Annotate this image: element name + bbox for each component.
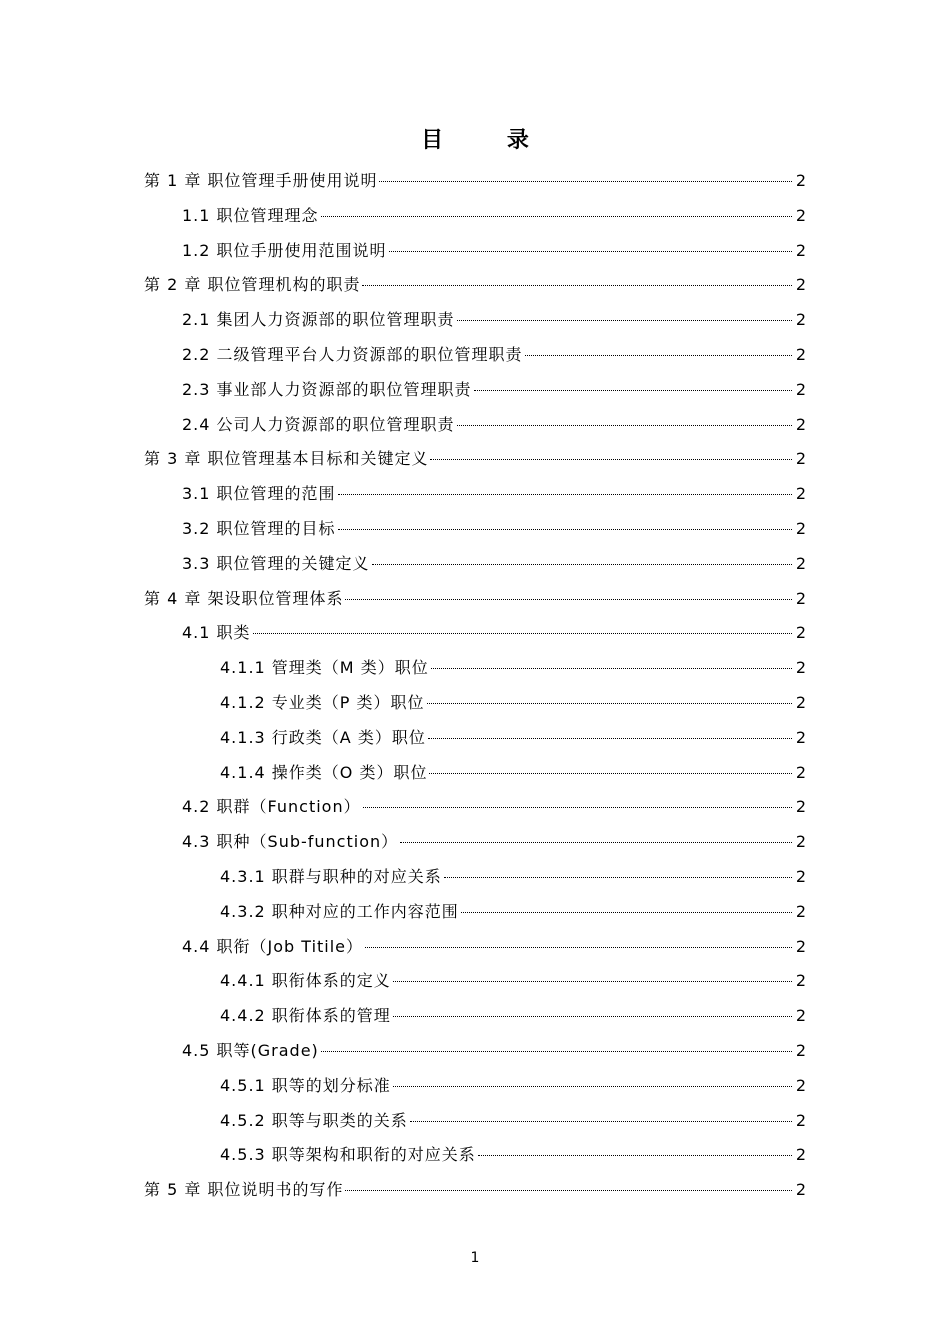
toc-entry-label: 1.2 职位手册使用范围说明 — [182, 240, 387, 260]
toc-entry-page: 2 — [795, 588, 806, 608]
toc-entry-label: 4.5.1 职等的划分标准 — [220, 1075, 391, 1095]
toc-entry[interactable] — [144, 547, 806, 582]
toc-entry-page: 2 — [795, 1180, 806, 1200]
toc-entry[interactable] — [144, 234, 806, 269]
toc-dot-leader — [338, 494, 792, 495]
toc-entry-page: 2 — [795, 1145, 806, 1165]
toc-entry-page: 2 — [795, 344, 806, 364]
toc-entry-page: 2 — [795, 518, 806, 538]
toc-entry[interactable] — [144, 303, 806, 338]
toc-dot-leader — [393, 1086, 792, 1087]
toc-dot-leader — [379, 181, 792, 182]
toc-dot-leader — [393, 981, 792, 982]
toc-entry-label: 2.2 二级管理平台人力资源部的职位管理职责 — [182, 344, 523, 364]
toc-dot-leader — [428, 738, 792, 739]
toc-entry-page: 2 — [795, 901, 806, 921]
toc-entry-page: 2 — [795, 727, 806, 747]
toc-entry[interactable] — [144, 686, 806, 721]
toc-entry-page: 2 — [795, 310, 806, 330]
toc-dot-leader — [427, 703, 792, 704]
toc-dot-leader — [430, 459, 792, 460]
toc-entry[interactable] — [144, 164, 806, 199]
toc-entry-label: 2.3 事业部人力资源部的职位管理职责 — [182, 379, 472, 399]
toc-entry-label: 4.5 职等(Grade) — [182, 1040, 319, 1060]
toc-dot-leader — [457, 320, 792, 321]
toc-entry[interactable] — [144, 199, 806, 234]
toc-entry-page: 2 — [795, 275, 806, 295]
toc-entry-page: 2 — [795, 1075, 806, 1095]
toc-entry-page: 2 — [795, 171, 806, 190]
toc-entry-page: 2 — [795, 762, 806, 782]
toc-entry-page: 2 — [795, 1006, 806, 1026]
toc-entry-page: 2 — [795, 623, 806, 643]
toc-entry-page: 2 — [795, 866, 806, 886]
toc-entry-label: 4.3.1 职群与职种的对应关系 — [220, 866, 442, 886]
toc-entry-page: 2 — [795, 414, 806, 434]
toc-entry[interactable] — [144, 860, 806, 895]
toc-entry-page: 2 — [795, 797, 806, 817]
toc-dot-leader — [372, 564, 792, 565]
toc-dot-leader — [429, 773, 792, 774]
toc-dot-leader — [253, 633, 792, 634]
toc-entry[interactable] — [144, 825, 806, 860]
toc-entry-label: 第 5 章 职位说明书的写作 — [144, 1180, 344, 1200]
toc-entry[interactable] — [144, 1173, 806, 1208]
toc-entry-label: 1.1 职位管理理念 — [182, 205, 319, 225]
toc-dot-leader — [365, 947, 792, 948]
toc-entry-label: 3.2 职位管理的目标 — [182, 518, 336, 538]
toc-entry-page: 2 — [795, 484, 806, 504]
toc-entry[interactable] — [144, 895, 806, 930]
toc-entry-label: 3.3 职位管理的关键定义 — [182, 553, 370, 573]
toc-entry-label: 第 1 章 职位管理手册使用说明 — [144, 171, 378, 190]
toc-entry-label: 4.4.1 职衔体系的定义 — [220, 971, 391, 991]
toc-dot-leader — [525, 355, 792, 356]
toc-dot-leader — [474, 390, 792, 391]
toc-entry[interactable] — [144, 930, 806, 965]
toc-entry-page: 2 — [795, 936, 806, 956]
toc-entry[interactable] — [144, 1069, 806, 1104]
toc-entry-label: 第 2 章 职位管理机构的职责 — [144, 275, 361, 295]
toc-entry[interactable] — [144, 1104, 806, 1139]
toc-entry-label: 4.4 职衔（Job Titile） — [182, 936, 364, 956]
toc-entry-label: 第 4 章 架设职位管理体系 — [144, 588, 344, 608]
toc-entry[interactable] — [144, 268, 806, 303]
toc-dot-leader — [345, 599, 792, 600]
toc-entry-label: 4.1.2 专业类（P 类）职位 — [220, 692, 425, 712]
toc-dot-leader — [457, 425, 792, 426]
toc-entry-page: 2 — [795, 658, 806, 678]
toc-entry-label: 4.1.4 操作类（O 类）职位 — [220, 762, 428, 782]
toc-entry-label: 4.1.3 行政类（A 类）职位 — [220, 727, 426, 747]
toc-entry[interactable] — [144, 373, 806, 408]
toc-dot-leader — [400, 842, 792, 843]
toc-entry[interactable] — [144, 1034, 806, 1069]
toc-entry-label: 4.3.2 职种对应的工作内容范围 — [220, 901, 459, 921]
toc-dot-leader — [363, 807, 792, 808]
toc-dot-leader — [431, 668, 792, 669]
toc-entry-page: 2 — [795, 240, 806, 260]
toc-entry-label: 3.1 职位管理的范围 — [182, 484, 336, 504]
toc-entry-page: 2 — [795, 1040, 806, 1060]
toc-dot-leader — [338, 529, 792, 530]
toc-entry[interactable] — [144, 408, 806, 443]
toc-dot-leader — [410, 1121, 792, 1122]
toc-dot-leader — [321, 1051, 792, 1052]
toc-list — [144, 164, 806, 1208]
toc-dot-leader — [478, 1155, 792, 1156]
toc-entry-page: 2 — [795, 971, 806, 991]
toc-entry-page: 2 — [795, 449, 806, 469]
toc-entry-label: 4.4.2 职衔体系的管理 — [220, 1006, 391, 1026]
toc-entry[interactable] — [144, 790, 806, 825]
toc-entry-page: 2 — [795, 832, 806, 852]
toc-entry-page: 2 — [795, 379, 806, 399]
toc-dot-leader — [362, 285, 792, 286]
toc-entry-label: 2.1 集团人力资源部的职位管理职责 — [182, 310, 455, 330]
toc-dot-leader — [444, 877, 792, 878]
toc-entry[interactable] — [144, 512, 806, 547]
toc-dot-leader — [461, 912, 792, 913]
toc-entry-page: 2 — [795, 1110, 806, 1130]
toc-entry-label: 第 3 章 职位管理基本目标和关键定义 — [144, 449, 429, 469]
toc-entry[interactable] — [144, 582, 806, 617]
toc-entry[interactable] — [144, 477, 806, 512]
toc-entry-page: 2 — [795, 205, 806, 225]
toc-entry[interactable] — [144, 964, 806, 999]
toc-dot-leader — [393, 1016, 792, 1017]
toc-entry[interactable] — [144, 756, 806, 791]
page-number: 1 — [470, 1250, 480, 1266]
toc-entry-label: 4.1 职类 — [182, 623, 251, 643]
toc-dot-leader — [345, 1190, 792, 1191]
toc-dot-leader — [321, 216, 792, 217]
toc-entry[interactable] — [144, 999, 806, 1034]
toc-entry-label: 4.5.2 职等与职类的关系 — [220, 1110, 408, 1130]
toc-entry-label: 2.4 公司人力资源部的职位管理职责 — [182, 414, 455, 434]
toc-entry-label: 4.3 职种（Sub-function） — [182, 832, 399, 852]
toc-title: 目 录 — [421, 128, 557, 153]
toc-entry-label: 4.2 职群（Function） — [182, 797, 361, 817]
toc-entry[interactable] — [144, 651, 806, 686]
toc-dot-leader — [389, 251, 792, 252]
toc-entry[interactable] — [144, 1138, 806, 1173]
toc-entry-label: 4.5.3 职等架构和职衔的对应关系 — [220, 1145, 476, 1165]
toc-entry-page: 2 — [795, 553, 806, 573]
toc-entry[interactable] — [144, 616, 806, 651]
toc-entry[interactable] — [144, 338, 806, 373]
toc-entry[interactable] — [144, 721, 806, 756]
toc-entry-label: 4.1.1 管理类（M 类）职位 — [220, 658, 429, 678]
toc-entry-page: 2 — [795, 692, 806, 712]
toc-entry[interactable] — [144, 442, 806, 477]
